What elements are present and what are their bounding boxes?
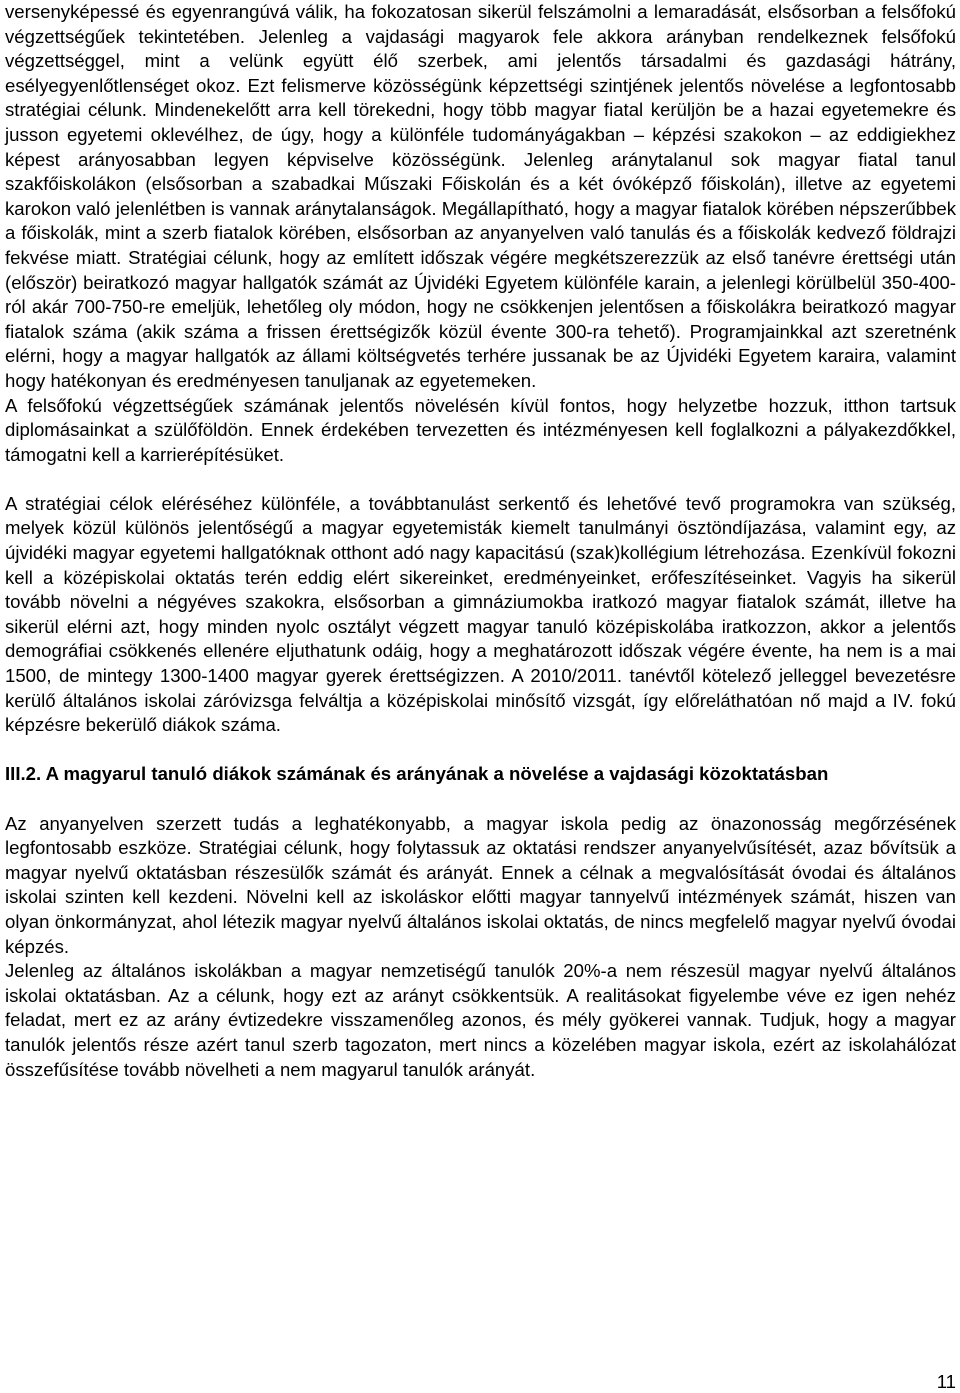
paragraph-spacer	[5, 738, 956, 763]
paragraph-graduates: A felsőfokú végzettségűek számának jelentős növelésén kívül fontos, hogy helyzetbe hozzuk, itthon tartsuk diplomásainkat a szülőföldön. Ennek érdekében tervezetten és intézményesen kell foglalkozni a pályakezdőkkel, támogatni kell a karrierépítésüket.	[5, 394, 956, 465]
paragraph-spacer	[5, 467, 956, 492]
paragraph-primary-schools: Jelenleg az általános iskolákban a magyar nemzetiségű tanulók 20%-a nem részesül magyar nyelvű általános iskolai oktatásban. Az a célunk, hogy ezt az arányt csökkentsük. A realitásokat figyelembe véve ez igen nehéz feladat, mert ez az arány évtizedekre visszamenőleg azonos, és mély gyökerei vannak. Tudjuk, hogy a magyar tanulók jelentős része azért tanul szerb tagozaton, mert nincs a közelében magyar iskola, ezért az iskolahálózat összefűsítése tovább növelheti a nem magyarul tanulók arányát.	[5, 960, 956, 1080]
paragraph-spacer	[5, 787, 956, 812]
paragraph-mother-tongue: Az anyanyelven szerzett tudás a leghatékonyabb, a magyar iskola pedig az önazonosság megőrzésének legfontosabb eszköze. Stratégiai célunk, hogy folytassuk az oktatási rendszer anyanyelvűsítését, azaz bővítsük a magyar nyelvű oktatásban részesülők számát és arányát. Ennek a célnak a megvalósítását óvodai és általános iskolai szinten kell kezdeni. Növelni kell az iskoláskor előtti magyar tannyelvű intézmények számát, hiszen van olyan önkormányzat, ahol létezik magyar nyelvű általános iskolai oktatás, de nincs megfelelő magyar nyelvű óvodai képzés.	[5, 812, 956, 957]
page-number: 11	[936, 1371, 956, 1392]
paragraph-higher-education: versenyképessé és egyenrangúvá válik, ha fokozatosan sikerül felszámolni a lemaradását, elsősorban a felsőfokú végzettségűek tekintetében. Jelenleg a vajdasági magyarok fele akkora arányban rendelkeznek felsőfokú végzettséggel, mint a velünk együtt élő szerbek, ami jelentős társadalmi és gazdasági hátrány, esélyegyenlőtlenséget okoz. Ezt felismerve közösségünk képzettségi szintjének jelentős növelése a legfontosabb stratégiai célunk. Mindenekelőtt arra kell törekedni, hogy több magyar fiatal kerüljön be a hazai egyetemekre és jusson egyetemi oklevélhez, de úgy, hogy a különféle tudományágakban – képzési szakokon – az eddigiekhez képest arányosabban legyen képviselve közösségünk. Jelenleg aránytalanul sok magyar fiatal tanul szakfőiskolákon (elsősorban a szabadkai Műszaki Főiskolán és a két óvóképző főiskolán), illetve az egyetemi karokon való jelenlétben is vannak aránytalanságok. Megállapítható, hogy a magyar fiatalok körében népszerűbbek a főiskolák, mint a szerb fiatalok körében, elsősorban az anyanyelven való tanulás és a főiskolák kedvező földrajzi fekvése miatt. Stratégiai célunk, hogy az említett időszak végére megkétszerezzük az első tanévre érettségi után (először) beiratkozó magyar hallgatók számát az Újvidéki Egyetem különféle karain, a jelenlegi körülbelül 350-400-ról akár 700-750-re emeljük, lehetőleg oly módon, hogy ne csökkenjen jelentősen a főiskolákra beiratkozó magyar fiatalok száma (akik száma a frissen érettségizők közül évente 300-ra tehető). Programjainkkal azt szeretnénk elérni, hogy a magyar hallgatók az állami költségvetés terhére jussanak be az Újvidéki Egyetem karaira, valamint hogy hatékonyan és eredményesen tanuljanak az egyetemeken.	[5, 1, 956, 391]
paragraph-strategic-goals: A stratégiai célok eléréséhez különféle, a továbbtanulást serkentő és lehetővé tevő programokra van szükség, melyek közül különös jelentőségű a magyar egyetemisták kiemelt tanulmányi ösztöndíjazása, valamint egy, az újvidéki magyar egyetemi hallgatóknak otthont adó nagy kapacitású (szak)kollégium létrehozása. Ezenkívül fokozni kell a középiskolai oktatás terén eddig elért sikereinket, eredményeinket, erőfeszítéseinket. Vagyis ha sikerül tovább növelni a négyéves szakokra, elsősorban a gimnáziumokba iratkozó magyar fiatalok számát, illetve ha sikerül elérni azt, hogy minden nyolc osztályt végzett magyar tanuló középiskolába iratkozzon, akkor a jelentős demográfiai csökkenés ellenére eljuthatunk odáig, hogy a meghatározott időszak végére évente, ha nem is a mai 1500, de mintegy 1300-1400 magyar gyerek érettségizzen. A 2010/2011. tanévtől kötelező jelleggel bevezetésre kerülő általános iskolai záróvizsga felváltja a középiskolai minősítő vizsgát, így előreláthatóan nő majd a IV. fokú képzésre bekerülő diákok száma.	[5, 492, 956, 736]
section-heading: III.2. A magyarul tanuló diákok számának és arányának a növelése a vajdasági közoktatásban	[5, 763, 829, 785]
document-page	[5, 0, 956, 1082]
